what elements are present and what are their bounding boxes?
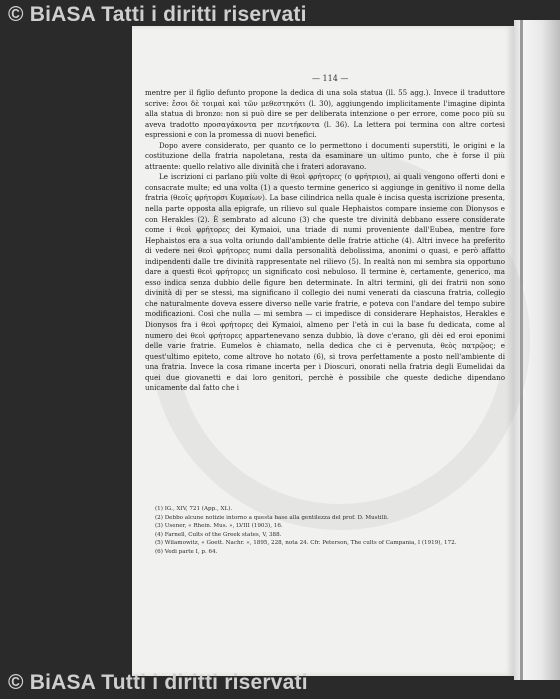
- watermark-top: © BiASA Tatti i diritti riservati: [8, 3, 307, 26]
- paragraph: mentre per il figlio defunto propone la dedica di una sola statua (ll. 55 agg.). Invece il traduttore scrive: ἔσοι δὲ τοιμαὶ καὶ τῶν μεθεστηκότι (l. 30), aggiungendo implicitamente l'imagine dipinta alla statua di bronzo: non si può dire se per deliberata intenzione o per errore, come poco più su aveva tradotto προσαγάκοντα per πεντήκοντα (l. 36). La lettera poi termina con altre cortesi espressioni e con la promessa di nuovi benefici.: [145, 88, 505, 140]
- watermark-bottom: © BiASA Tutti i diritti riservati: [8, 671, 308, 694]
- footnote: (1) IG., XIV, 721 (App., XL).: [155, 506, 233, 512]
- footnote: (6) Vedi parte I, p. 64.: [155, 548, 218, 555]
- body-text: [145, 88, 505, 394]
- next-page-edge: [514, 20, 560, 680]
- footnote: (3) Usener, « Rhein. Mus. », LVIII (1903), 16.: [155, 523, 283, 530]
- page-number: — 114 —: [312, 74, 349, 83]
- footnote: (2) Debbo alcune notizie intorno a questa base alla gentilezza del prof. D. Mustilli.: [155, 514, 389, 521]
- footnote: (4) Farnell, Cults of the Greek states, V, 388.: [155, 531, 282, 538]
- footnote: (5) Wilamowitz, « Goett. Nachr. », 1895, 228, nota 24. Cfr. Peterson, The cults of Campania, I (1919), 172.: [155, 540, 457, 547]
- footnotes: [145, 505, 505, 557]
- paragraph: Le iscrizioni ci parlano più volte di θεοὶ φρήτορες (ο φρήτριοι), ai quali vengono offerti doni e consacrate multe; ed una volta (1) a questo termine generico si aggiunge in genitivo il nome della fratria (θεοῖς φρήτορσι Κυμαίων). La base cilindrica nella quale è incisa questa iscrizione presenta, nella parte opposta alla epigrafe, un rilievo sul quale Hephaistos compare insieme con Dionysos e con Herakles (2). È sembrato ad alcuno (3) che queste tre divinità debbano essere considerate come i θεοὶ φρήτορες dei Kymaioi, una triade di numi proveniente dall'Eubea, mentre fore Hephaistos era a sua volta oriundo dall'ambiente delle fratrie attiche (4). Altri invece ha preferito di vedere nei θεοὶ φρήτορες numi dalla personalità debolissima, anonimi o quasi, e però affatto indipendenti dalle tre divinità rappresentate nel rilievo (5). In realtà non mi sembra sia opportuno dare a questi θεοὶ φρήτορες un significato così nebuloso. Il termine è, certamente, generico, ma esso indica senza dubbio delle figure ben determinate. In altri termini, gli dei fratrii non sono divinità di per se stessi, ma significano il collegio dei numi venerati da ciascuna fratria, collegio che naturalmente doveva essere diverso nelle varie fratrie, e poteva con l'andare del tempo subire modificazioni. Così che nulla — mi sembra — ci impedisce di considerare Hephaistos, Herakles e Dionysos fra i θεοὶ φρήτορες dei Kymaioi, almeno per l'età in cui la base fu dedicata, come al numero dei θεοὶ φρήτορες appartenevano senza dubbio, là dove c'erano, gli dèi ed eroi eponimi delle varie fratrie. Eumelos è chiamato, nella dedica che ci è pervenuta, θεὸς πατρῷος; e quest'ultimo epiteto, come altrove ho notato (6), si trova perfettamente a posto nell'ambiente di una fratria. Invece la cosa rimane incerta per i Dioscuri, onorati nella fratria degli Eumelidai da quei due giovanetti e dai loro genitori, perchè è possibile che queste dediche dipendano unicamente dal fatto che i: [145, 172, 505, 393]
- paragraph: Dopo avere considerato, per quanto ce lo permettono i documenti superstiti, le origini e la costituzione della fratria napoletana, resta da esaminare un ultimo punto, che è forse il più attraente: quello relativo alle divinità che i frateri adoravano.: [145, 140, 505, 171]
